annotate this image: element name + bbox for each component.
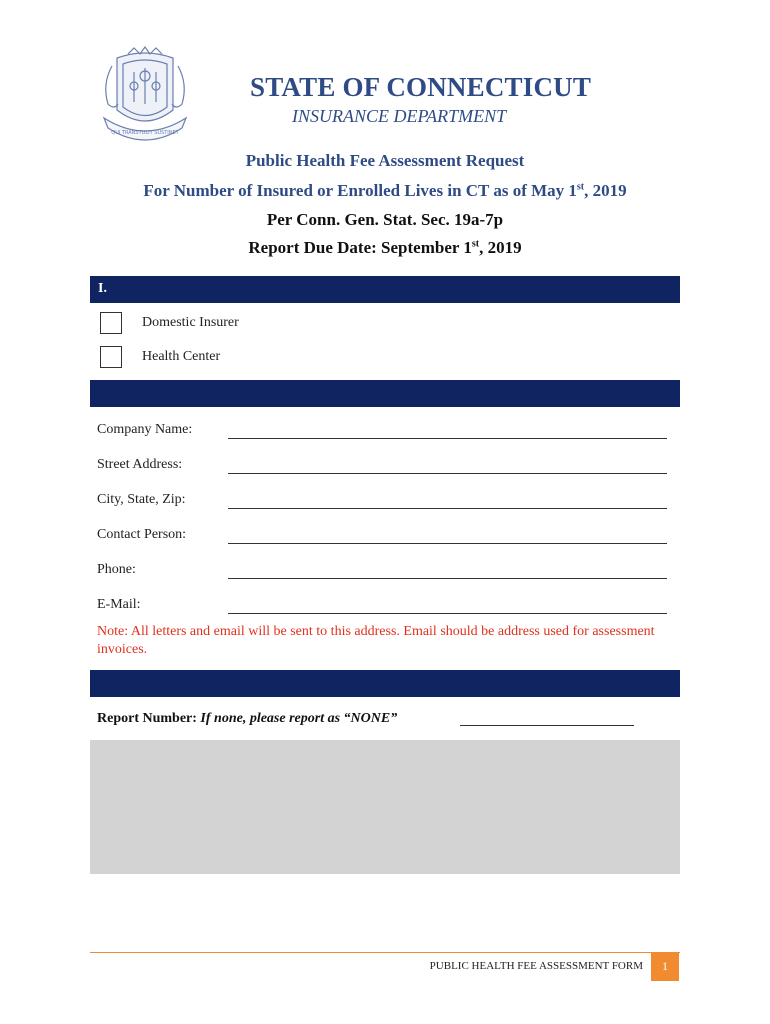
address-note: Note: All letters and email will be sent to this address. Email should be address used for assessment invoices. — [97, 624, 655, 657]
phone-input-line[interactable] — [228, 578, 667, 579]
email-input-line[interactable] — [228, 613, 667, 614]
reserved-grey-area — [90, 740, 680, 874]
street-address-input-line[interactable] — [228, 473, 667, 474]
company-name-field[interactable] — [97, 422, 667, 444]
form-scope-sup: st — [576, 181, 585, 193]
page-title: STATE OF CONNECTICUT — [250, 72, 592, 102]
health-center-checkbox[interactable] — [100, 346, 122, 368]
city-state-zip-input-line[interactable] — [228, 508, 667, 509]
form-scope-text: For Number of Insured or Enrolled Lives in CT as of May 1 — [143, 181, 577, 200]
report-number-label: Report Number: — [97, 711, 197, 726]
domestic-insurer-label: Domestic Insurer — [142, 315, 239, 330]
due-date-text: Report Due Date: September 1 — [248, 238, 472, 257]
phone-field[interactable] — [97, 562, 667, 584]
report-number-row — [97, 711, 397, 727]
email-field[interactable] — [97, 597, 667, 619]
page-subtitle: INSURANCE DEPARTMENT — [292, 106, 507, 126]
contact-person-field[interactable] — [97, 527, 667, 549]
form-scope — [0, 181, 770, 201]
section-one-bar — [90, 276, 680, 303]
due-date — [0, 238, 770, 258]
page-number-badge: 1 — [651, 952, 679, 981]
company-name-label: Company Name: — [97, 422, 193, 437]
report-number-input-line[interactable] — [460, 725, 634, 726]
section-two-bar — [90, 380, 680, 407]
email-label: E-Mail: — [97, 597, 141, 612]
phone-label: Phone: — [97, 562, 136, 577]
connecticut-seal-icon — [92, 44, 198, 152]
domestic-insurer-checkbox[interactable] — [100, 312, 122, 334]
report-number-hint: If none, please report as “NONE” — [200, 711, 398, 726]
seal-motto: QUI TRANSTULIT SUSTINET — [111, 130, 179, 136]
footer-divider — [90, 952, 680, 953]
street-address-label: Street Address: — [97, 457, 183, 472]
street-address-field[interactable] — [97, 457, 667, 479]
city-state-zip-label: City, State, Zip: — [97, 492, 186, 507]
form-title: Public Health Fee Assessment Request — [245, 151, 525, 170]
company-name-input-line[interactable] — [228, 438, 667, 439]
contact-person-label: Contact Person: — [97, 527, 187, 542]
footer-form-name: PUBLIC HEALTH FEE ASSESSMENT FORM — [429, 960, 643, 972]
city-state-zip-field[interactable] — [97, 492, 667, 514]
due-date-sup: st — [471, 238, 480, 250]
form-scope-year: , 2019 — [584, 181, 627, 200]
due-date-year: , 2019 — [479, 238, 522, 257]
statute-reference: Per Conn. Gen. Stat. Sec. 19a-7p — [266, 210, 504, 229]
contact-person-input-line[interactable] — [228, 543, 667, 544]
section-three-bar — [90, 670, 680, 697]
health-center-label: Health Center — [142, 349, 221, 364]
section-one-label: I. — [98, 281, 107, 296]
